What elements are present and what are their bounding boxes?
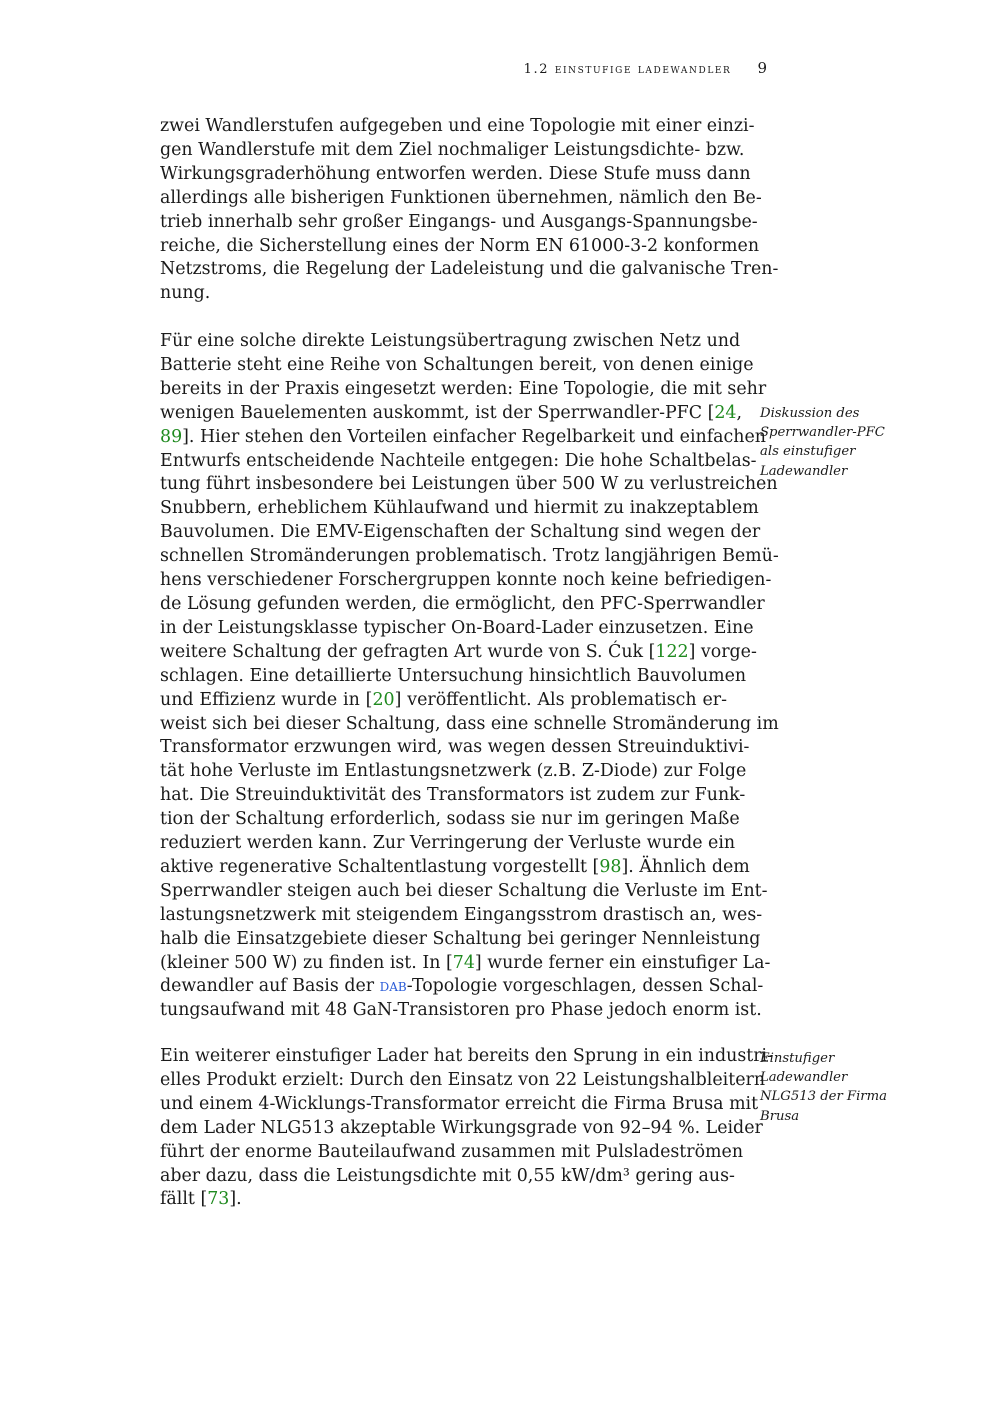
text-line: führt der enorme Bauteilaufwand zusammen mit Pulsladeströmen <box>160 1141 744 1162</box>
citation-link[interactable]: 74 <box>452 952 475 973</box>
citation-link[interactable]: 89 <box>160 426 183 447</box>
text-line: Entwurfs entscheidende Nachteile entgegen: Die hohe Schaltbelas- <box>160 450 757 471</box>
text-line <box>160 641 757 665</box>
text-line <box>160 426 766 450</box>
acronym-link[interactable]: dab <box>379 976 407 997</box>
margin-line: Ladewandler <box>760 1070 848 1086</box>
text-line <box>160 952 771 976</box>
margin-note-1 <box>760 404 910 481</box>
text-segment: ]. Ähnlich dem <box>621 856 750 877</box>
margin-line: Einstufiger <box>760 1051 835 1066</box>
text-segment: , <box>736 402 743 423</box>
text-line: Netzstroms, die Regelung der Ladeleistung und die galvanische Tren- <box>160 259 779 280</box>
text-line: hat. Die Streuinduktivität des Transformators ist zudem zur Funk- <box>160 785 746 806</box>
text-line <box>160 1188 727 1212</box>
text-segment: dewandler auf Basis der <box>160 976 380 997</box>
text-line: allerdings alle bisherigen Funktionen übernehmen, nämlich den Be- <box>160 187 762 208</box>
text-segment: -Topologie vorgeschlagen, dessen Schal- <box>406 976 764 997</box>
text-segment: ] veröffentlicht. Als problematisch er- <box>394 689 727 710</box>
text-line: Wirkungsgraderhöhung entworfen werden. Diese Stufe muss dann <box>160 163 751 184</box>
section-title: 1.2 einstufige ladewandler <box>523 62 732 77</box>
text-line: tungsaufwand mit 48 GaN-Transistoren pro Phase jedoch enorm ist. <box>160 1000 762 1021</box>
paragraph-1 <box>160 115 779 306</box>
citation-link[interactable]: 20 <box>372 689 395 710</box>
text-segment: ] vorge- <box>688 641 757 662</box>
margin-line: Ladewandler <box>760 463 848 479</box>
text-line: zwei Wandlerstufen aufgegeben und eine Topologie mit einer einzi- <box>160 116 755 136</box>
text-line: weist sich bei dieser Schaltung, dass eine schnelle Stromänderung im <box>160 713 779 734</box>
text-line: reduziert werden kann. Zur Verringerung der Verluste wurde ein <box>160 833 736 854</box>
text-line <box>160 689 727 713</box>
text-line: de Lösung gefunden werden, die ermöglicht, den PFC-Sperrwandler <box>160 593 765 614</box>
text-line: trieb innerhalb sehr großer Eingangs- und Ausgangs-Spannungsbe- <box>160 211 758 232</box>
text-line: Batterie steht eine Reihe von Schaltungen bereit, von denen einige <box>160 354 754 375</box>
text-segment: ]. <box>229 1189 242 1210</box>
text-line: Für eine solche direkte Leistungsübertragung zwischen Netz und <box>160 331 741 351</box>
paragraph-3 <box>160 1045 773 1212</box>
text-line: tung führt insbesondere bei Leistungen über 500 W zu verlustreichen <box>160 474 778 495</box>
margin-line: Sperrwandler-PFC <box>760 425 885 441</box>
text-line: bereits in der Praxis eingesetzt werden: Eine Topologie, die mit sehr <box>160 378 767 399</box>
text-line: aber dazu, dass die Leistungsdichte mit 0,55 kW/dm³ gering aus- <box>160 1165 735 1186</box>
text-line <box>160 975 764 999</box>
text-line: nung. <box>160 283 211 304</box>
text-segment: ] wurde ferner ein einstufiger La- <box>474 952 771 973</box>
text-line <box>160 856 750 880</box>
text-segment: und Effizienz wurde in [ <box>160 689 373 710</box>
text-line <box>160 402 743 426</box>
citation-link[interactable]: 122 <box>655 641 689 662</box>
text-line: hens verschiedener Forschergruppen konnte noch keine befriedigen- <box>160 570 772 591</box>
page-number: 9 <box>757 59 767 77</box>
text-line: reiche, die Sicherstellung eines der Norm EN 61000-3-2 konformen <box>160 235 760 256</box>
text-line: gen Wandlerstufe mit dem Ziel nochmaliger Leistungsdichte- bzw. <box>160 139 745 160</box>
text-segment: weitere Schaltung der gefragten Art wurde von S. Ćuk [ <box>160 641 656 662</box>
text-line: schlagen. Eine detaillierte Untersuchung hinsichtlich Bauvolumen <box>160 665 747 686</box>
text-line: Bauvolumen. Die EMV-Eigenschaften der Schaltung sind wegen der <box>160 522 761 543</box>
text-line: in der Leistungsklasse typischer On-Board-Lader einzusetzen. Eine <box>160 617 754 638</box>
text-segment: wenigen Bauelementen auskommt, ist der Sperrwandler-PFC [ <box>160 402 715 423</box>
citation-link[interactable]: 98 <box>599 856 622 877</box>
text-line: tion der Schaltung erforderlich, sodass sie nur im geringen Maße <box>160 809 740 830</box>
margin-note-2 <box>760 1049 910 1126</box>
paragraph-2 <box>160 330 779 1023</box>
text-line: Snubbern, erheblichem Kühlaufwand und hiermit zu inakzeptablem <box>160 498 759 519</box>
text-line: Ein weiterer einstufiger Lader hat bereits den Sprung in ein industri- <box>160 1046 773 1066</box>
margin-line: als einstufiger <box>760 444 856 460</box>
margin-line: NLG513 der Firma <box>760 1089 887 1105</box>
text-line: dem Lader NLG513 akzeptable Wirkungsgrade von 92–94 %. Leider <box>160 1117 763 1138</box>
margin-line: Diskussion des <box>760 406 860 421</box>
text-line: tät hohe Verluste im Entlastungsnetzwerk (z.B. Z-Diode) zur Folge <box>160 761 747 782</box>
text-segment: aktive regenerative Schaltentlastung vorgestellt [ <box>160 856 600 877</box>
text-line: halb die Einsatzgebiete dieser Schaltung bei geringer Nennleistung <box>160 928 761 949</box>
text-line: Sperrwandler steigen auch bei dieser Schaltung die Verluste im Ent- <box>160 880 768 901</box>
text-line: schnellen Stromänderungen problematisch. Trotz langjährigen Bemü- <box>160 546 779 567</box>
text-segment: ]. Hier stehen den Vorteilen einfacher Regelbarkeit und einfachen <box>182 426 766 447</box>
citation-link[interactable]: 73 <box>207 1189 230 1210</box>
text-line: elles Produkt erzielt: Durch den Einsatz von 22 Leistungshalbleitern <box>160 1069 766 1090</box>
running-header <box>160 59 767 83</box>
text-segment: fällt [ <box>160 1189 208 1210</box>
text-segment: (kleiner 500 W) zu finden ist. In [ <box>160 952 453 973</box>
text-line: lastungsnetzwerk mit steigendem Eingangsstrom drastisch an, wes- <box>160 904 763 925</box>
citation-link[interactable]: 24 <box>714 402 737 423</box>
text-line: Transformator erzwungen wird, was wegen dessen Streuinduktivi- <box>160 737 750 758</box>
text-line: und einem 4-Wicklungs-Transformator erreicht die Firma Brusa mit <box>160 1093 759 1114</box>
margin-line: Brusa <box>760 1108 800 1124</box>
